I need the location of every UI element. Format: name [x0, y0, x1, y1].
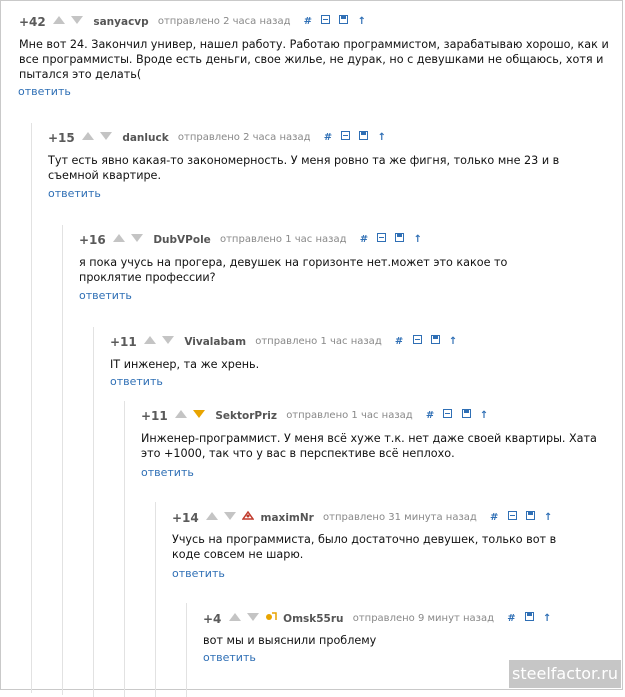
- reply-link[interactable]: ответить: [110, 375, 163, 388]
- parent-arrow-icon[interactable]: ↑: [542, 612, 552, 624]
- site-watermark: steelfactor.ru: [509, 660, 621, 688]
- comment-time: отправлено 1 час назад: [286, 410, 413, 421]
- comment-time: отправлено 1 час назад: [219, 234, 347, 245]
- comment-header: [19, 15, 372, 29]
- comment-text: я пока учусь на прогера, девушек на горизонте нет.может это какое то проклятие профессии?: [79, 256, 508, 284]
- comment-author[interactable]: danluck: [122, 132, 169, 144]
- comment-text: Инженер-программист. У меня всё хуже т.к. нет даже своей квартиры. Хата это +1000, так что у вас в перспективе всё неплохо.: [141, 432, 597, 460]
- comment-header: [172, 510, 558, 524]
- save-icon[interactable]: [526, 511, 535, 525]
- comment-header: [203, 611, 557, 625]
- comment-header: [79, 233, 428, 247]
- upvote-icon[interactable]: [229, 612, 241, 626]
- comment-time: отправлено 2 часа назад: [157, 16, 291, 27]
- upvote-icon[interactable]: [113, 233, 125, 247]
- comment-score: +42: [19, 15, 46, 29]
- parent-arrow-icon[interactable]: ↑: [448, 336, 458, 347]
- comment: [31, 123, 622, 693]
- reply-link[interactable]: ответить: [79, 289, 132, 302]
- parent-arrow-icon[interactable]: ↑: [377, 132, 387, 143]
- permalink-hash-icon[interactable]: #: [425, 410, 435, 421]
- upvote-icon[interactable]: [206, 511, 218, 525]
- comment-header: [110, 335, 463, 349]
- collapse-icon[interactable]: [413, 335, 422, 349]
- upvote-icon[interactable]: [175, 409, 187, 423]
- upvote-icon[interactable]: [53, 15, 65, 29]
- save-icon[interactable]: [359, 131, 368, 145]
- permalink-hash-icon[interactable]: #: [490, 511, 499, 523]
- comment-header: [141, 409, 494, 423]
- comment-score: +4: [203, 611, 222, 626]
- comment-header: [48, 131, 392, 145]
- downvote-icon[interactable]: [224, 511, 236, 525]
- comment-author[interactable]: Vivalabam: [184, 336, 247, 348]
- upvote-icon[interactable]: [144, 335, 156, 349]
- comment-text: IT инженер, та же хрень.: [110, 358, 260, 371]
- permalink-hash-icon[interactable]: #: [359, 234, 369, 245]
- comment-author[interactable]: sanyacvp: [93, 16, 149, 28]
- collapse-icon[interactable]: [443, 409, 452, 423]
- collapse-icon[interactable]: [341, 131, 350, 145]
- permalink-hash-icon[interactable]: #: [323, 132, 333, 143]
- comment-score: +16: [79, 233, 106, 247]
- parent-arrow-icon[interactable]: ↑: [479, 410, 489, 421]
- reply-link[interactable]: ответить: [18, 85, 71, 98]
- comment-author[interactable]: maximNr: [260, 511, 314, 524]
- collapse-icon[interactable]: [321, 15, 330, 29]
- reply-link[interactable]: ответить: [48, 187, 101, 200]
- parent-arrow-icon[interactable]: ↑: [413, 234, 423, 245]
- comment-score: +15: [48, 131, 75, 145]
- reply-link[interactable]: ответить: [172, 567, 225, 580]
- downvote-icon[interactable]: [100, 131, 112, 145]
- collapse-icon[interactable]: [508, 511, 517, 525]
- comment-time: отправлено 1 час назад: [255, 336, 382, 347]
- permalink-hash-icon[interactable]: #: [394, 336, 404, 347]
- comment: [124, 401, 622, 697]
- downvote-icon[interactable]: [162, 335, 174, 349]
- comment-text: вот мы и выяснили проблему: [203, 634, 377, 647]
- comment-text: Тут есть явно какая-то закономерность. У меня ровно та же фигня, только мне 23 и в съемной квартире.: [48, 154, 560, 182]
- comment-author[interactable]: DubVPole: [153, 234, 211, 246]
- save-icon[interactable]: [525, 612, 534, 626]
- save-icon[interactable]: [431, 335, 440, 349]
- downvote-icon[interactable]: [131, 233, 143, 247]
- permalink-hash-icon[interactable]: #: [303, 16, 313, 27]
- save-icon[interactable]: [395, 233, 404, 247]
- downvote-icon[interactable]: [71, 15, 83, 29]
- collapse-icon[interactable]: [377, 233, 386, 247]
- comment-text: Учусь на программиста, было достаточно девушек, только вот в коде совсем не шарю.: [172, 533, 557, 561]
- parent-arrow-icon[interactable]: ↑: [357, 16, 367, 27]
- reply-link[interactable]: ответить: [203, 651, 256, 664]
- comment-author[interactable]: SektorPriz: [215, 410, 277, 422]
- comment: [62, 225, 622, 695]
- comment-score: +11: [110, 335, 137, 349]
- user-badge-icon: [242, 510, 254, 525]
- comment-text: Мне вот 24. Закончил универ, нашел работу. Работаю программистом, зарабатываю хорошо, как и все программисты. Вроде есть деньги, свое жилье, не дурак, но с девушками не общаюсь, хотя и пытался это делать(: [19, 38, 609, 81]
- downvote-icon[interactable]: [193, 409, 205, 423]
- upvote-icon[interactable]: [82, 131, 94, 145]
- comment: [19, 15, 622, 101]
- parent-arrow-icon[interactable]: ↑: [543, 511, 553, 523]
- comment-score: +11: [141, 409, 168, 423]
- reply-link[interactable]: ответить: [141, 466, 194, 479]
- comment-time: отправлено 9 минут назад: [352, 612, 495, 624]
- comment-time: отправлено 31 минута назад: [323, 511, 477, 523]
- comment: [93, 327, 622, 697]
- comment-score: +14: [172, 510, 199, 525]
- comment-author[interactable]: Omsk55ru: [283, 612, 344, 625]
- save-icon[interactable]: [462, 409, 471, 423]
- comment-time: отправлено 2 часа назад: [177, 132, 311, 143]
- save-icon[interactable]: [339, 15, 348, 29]
- permalink-hash-icon[interactable]: #: [507, 612, 516, 624]
- downvote-icon[interactable]: [247, 612, 259, 626]
- user-badge-icon: [265, 611, 277, 626]
